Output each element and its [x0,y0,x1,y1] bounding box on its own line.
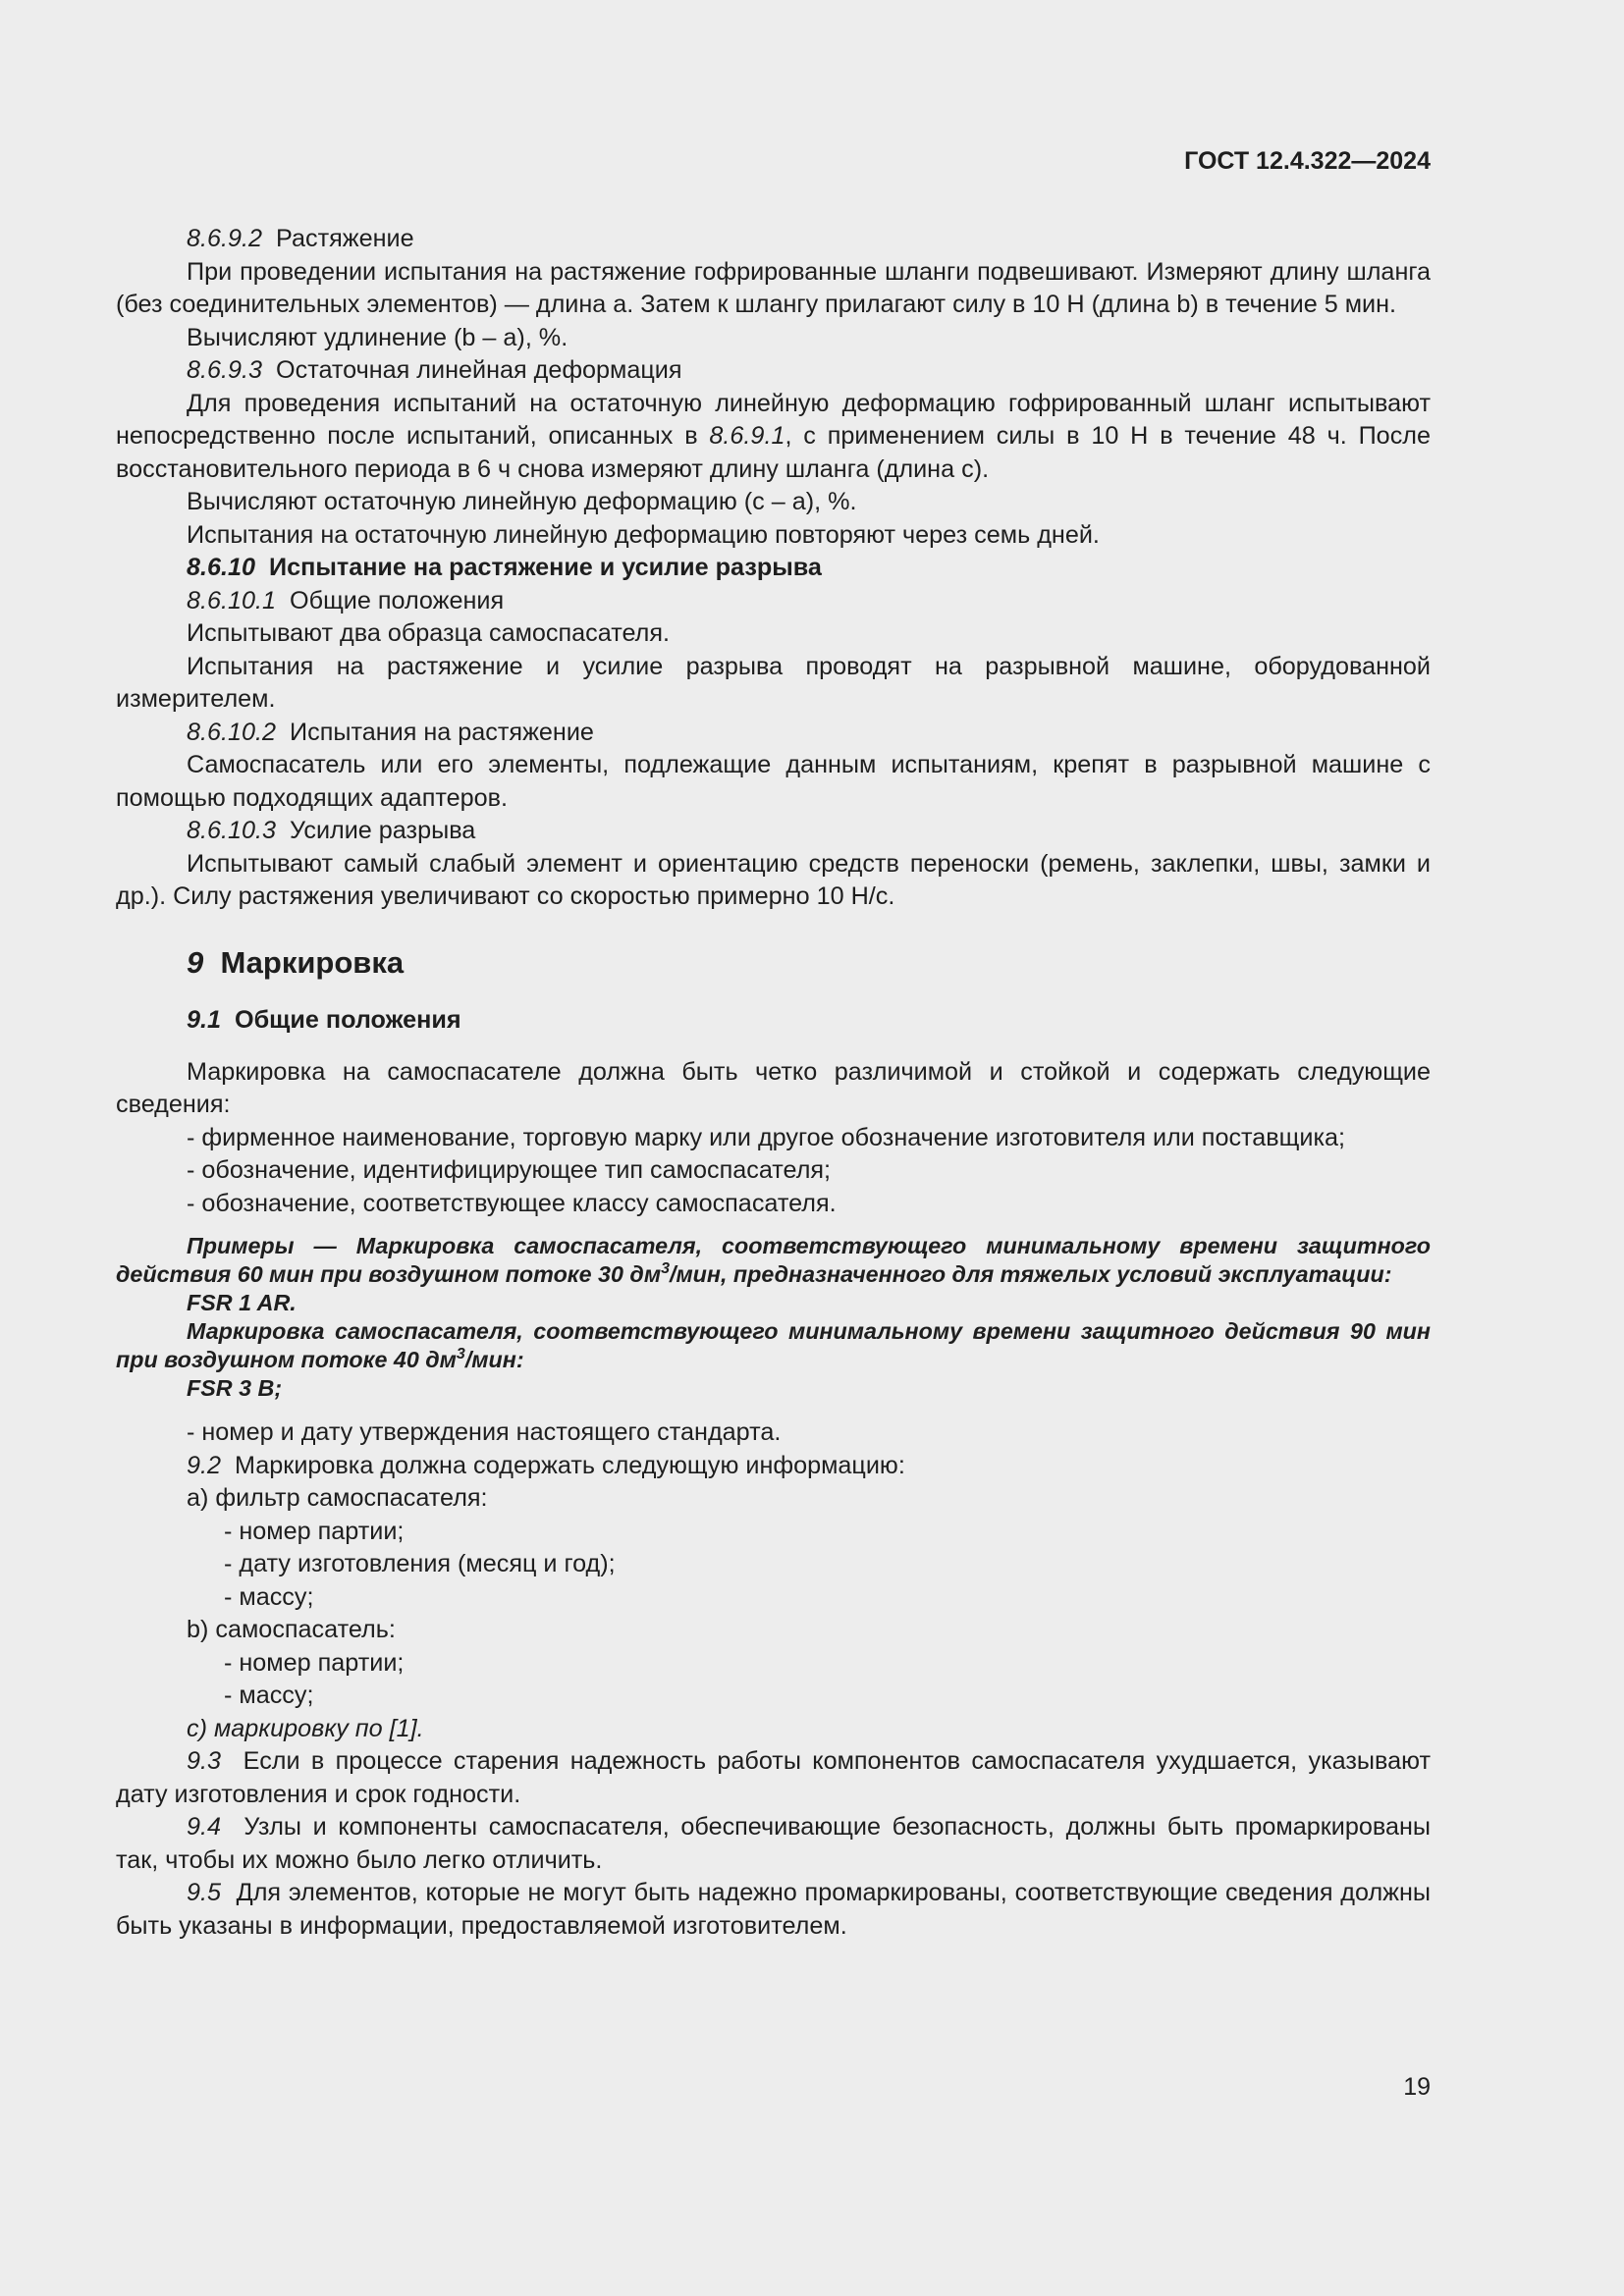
clause-title: Усилие разрыва [290,817,476,844]
clause-text: Маркировка должна содержать следующую информацию: [235,1451,905,1479]
clause-8-6-10-2-heading [116,717,1431,750]
paragraph: Испытания на растяжение и усилие разрыва проводят на разрывной машине, оборудованной измерителем. [116,652,1431,713]
clause-title: Растяжение [276,225,414,252]
paragraph: Вычисляют удлинение (b – a), %. [187,323,568,351]
paragraph: Маркировка на самоспасателе должна быть четко различимой и стойкой и содержать следующие сведения: [116,1057,1431,1118]
document-header: ГОСТ 12.4.322—2024 [1184,147,1431,175]
clause-text: Если в процессе старения надежность работы компонентов самоспасателя ухудшается, указывают дату изготовления и срок годности. [116,1747,1431,1808]
clause-9-3 [116,1745,1431,1811]
text-run: Для проведения испытаний на остаточную линейную деформацию гофрированный шланг испытывают непосредственно после испытаний, описанных в [116,389,1431,450]
clause-number: 8.6.10.3 [187,817,277,844]
clause-number: 8.6.10.2 [187,718,277,746]
section-9-heading [187,945,1431,981]
clause-9-4 [116,1811,1431,1877]
clause-title: Остаточная линейная деформация [276,356,682,384]
list-item: - обозначение, идентифицирующее тип самоспасателя; [187,1156,832,1184]
list-item: - массу; [224,1582,314,1611]
list-item: - фирменное наименование, торговую марку или другое обозначение изготовителя или поставщика; [187,1123,1346,1151]
section-9-1-heading [187,1004,1431,1037]
list-item: b) самоспасатель: [187,1616,396,1643]
page-number: 19 [1403,2073,1431,2101]
clause-number: 8.6.10.1 [187,586,277,614]
text-run: Примеры — Маркировка самоспасателя, соответствующего минимальному времени защитного действия 60 мин при воздушном потоке 30 дм [116,1233,1431,1287]
note-paragraph [116,1317,1431,1374]
section-number: 9.1 [187,1005,222,1034]
clause-9-5 [116,1877,1431,1943]
note-paragraph [116,1232,1431,1289]
clause-number: 9.5 [187,1879,222,1906]
list-item: - номер и дату утверждения настоящего стандарта. [187,1418,782,1446]
paragraph: Испытывают самый слабый элемент и ориентацию средств переноски (ремень, заклепки, швы, замки и др.). Силу растяжения увеличивают со скоростью примерно 10 Н/с. [116,849,1431,910]
clause-number: 9.4 [187,1813,222,1841]
clause-8-6-10-3-heading [116,815,1431,848]
clause-9-2 [116,1450,1431,1483]
list-item: a) фильтр самоспасателя: [187,1484,488,1512]
clause-8-6-9-2-heading [116,223,1431,256]
note-code: FSR 1 AR. [187,1290,297,1315]
section-title: Общие положения [235,1005,461,1034]
section-number: 9 [187,944,204,980]
list-item: - дату изготовления (месяц и год); [224,1550,616,1577]
document-body [116,223,1431,1943]
clause-title: Испытание на растяжение и усилие разрыва [269,554,822,581]
text-run: /мин, предназначенного для тяжелых условий эксплуатации: [669,1261,1392,1287]
superscript: 3 [661,1260,670,1278]
clause-text: Для элементов, которые не могут быть надежно промаркированы, соответствующие сведения должны быть указаны в информации, предоставляемой изготовителем. [116,1879,1431,1940]
list-item: - обозначение, соответствующее классу самоспасателя. [187,1189,837,1217]
clause-number: 8.6.9.3 [187,356,263,384]
list-item: - массу; [224,1682,314,1709]
paragraph: Самоспасатель или его элементы, подлежащие данным испытаниям, крепят в разрывной машине с помощью подходящих адаптеров. [116,751,1431,812]
paragraph [116,388,1431,487]
clause-title: Испытания на растяжение [290,718,594,746]
cross-reference: 8.6.9.1 [709,422,785,450]
list-item: - номер партии; [224,1517,405,1545]
clause-number: 8.6.9.2 [187,225,263,252]
clause-title: Общие положения [290,586,505,614]
note-code: FSR 3 B; [187,1375,283,1401]
list-item: c) маркировку по [1]. [187,1714,424,1742]
clause-8-6-10-1-heading [116,585,1431,618]
clause-number: 8.6.10 [187,554,256,581]
paragraph: При проведении испытания на растяжение гофрированные шланги подвешивают. Измеряют длину шланга (без соединительных элементов) — длина a. Затем к шлангу прилагают силу в 10 Н (длина b) в течение 5 мин. [116,257,1431,318]
text-run: Маркировка самоспасателя, соответствующего минимальному времени защитного действия 90 мин при воздушном потоке 40 дм [116,1318,1431,1372]
paragraph: Испытывают два образца самоспасателя. [187,619,670,647]
paragraph: Испытания на остаточную линейную деформацию повторяют через семь дней. [187,520,1100,549]
clause-number: 9.2 [187,1451,222,1479]
text-run: , с применением силы в 10 Н в течение 48 ч. После восстановительного периода в 6 ч снова измеряют длину шланга (длина c). [116,422,1431,483]
superscript: 3 [456,1346,465,1363]
paragraph: Вычисляют остаточную линейную деформацию (c – a), %. [187,488,857,515]
text-run: /мин: [464,1347,524,1372]
clause-8-6-10-heading [116,552,1431,585]
clause-8-6-9-3-heading [116,354,1431,388]
clause-text: Узлы и компоненты самоспасателя, обеспечивающие безопасность, должны быть промаркированы так, чтобы их можно было легко отличить. [116,1813,1431,1874]
examples-note [116,1232,1431,1403]
section-title: Маркировка [220,944,405,980]
clause-number: 9.3 [187,1747,222,1775]
list-item: - номер партии; [224,1648,405,1677]
